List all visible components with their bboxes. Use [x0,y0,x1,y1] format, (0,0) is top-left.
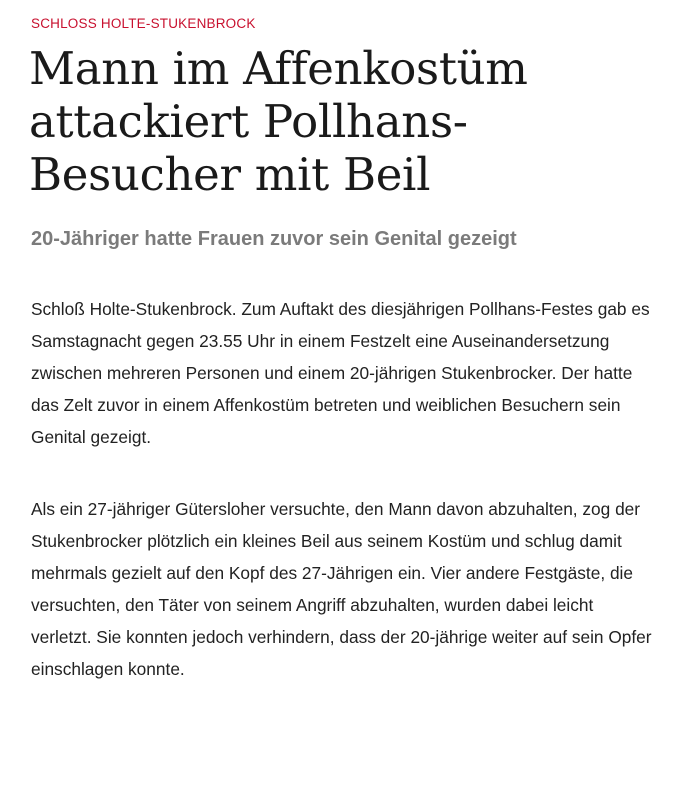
article [31,15,655,725]
article-body [31,293,655,685]
article-paragraph-1: Schloß Holte-Stukenbrock. Zum Auftakt des diesjährigen Pollhans-Festes gab es Samstagnacht gegen 23.55 Uhr in einem Festzelt eine Auseinandersetzung zwischen mehreren Personen und einem 20-jährigen Stukenbrocker. Der hatte das Zelt zuvor in einem Affenkostüm betreten und weiblichen Besuchern sein Genital gezeigt. [31,299,650,447]
article-kicker[interactable]: SCHLOSS HOLTE-STUKENBROCK [31,16,256,31]
article-paragraph-2: Als ein 27-jähriger Gütersloher versuchte, den Mann davon abzuhalten, zog der Stukenbrocker plötzlich ein kleines Beil aus seinem Kostüm und schlug damit mehrmals gezielt auf den Kopf des 27-Jährigen ein. Vier andere Festgäste, die versuchten, den Täter von seinem Angriff abzuhalten, wurden dabei leicht verletzt. Sie konnten jedoch verhindern, dass der 20-jährige weiter auf sein Opfer einschlagen konnte. [31,499,652,679]
article-headline: Mann im Affenkostüm attackiert Pollhans-Besucher mit Beil [29,42,528,201]
article-subline: 20-Jähriger hatte Frauen zuvor sein Genital gezeigt [31,228,517,250]
